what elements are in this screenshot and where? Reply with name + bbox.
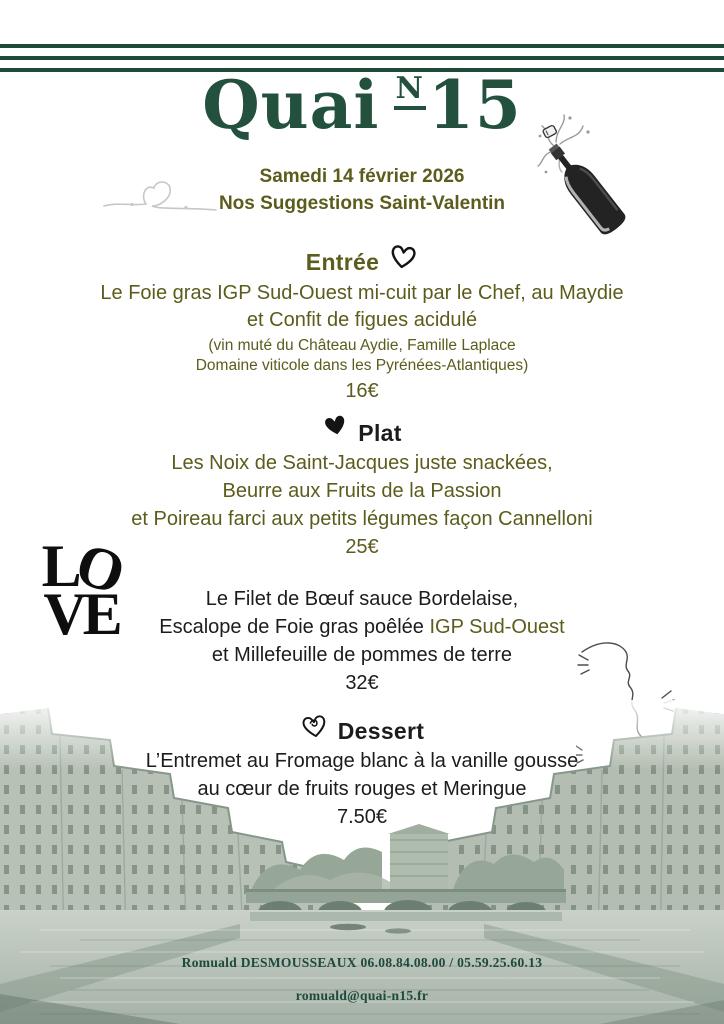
plat-alt-price: 32€ <box>345 672 379 694</box>
curl-heart-icon <box>298 711 330 742</box>
logo-numero-letter: N <box>394 74 426 110</box>
dessert-line: au cœur de fruits rouges et Meringue <box>197 778 527 800</box>
plat-line: Beurre aux Fruits de la Passion <box>222 480 502 502</box>
entree-heading-row <box>0 248 724 276</box>
top-rule-2 <box>0 56 724 60</box>
plat-price: 25€ <box>345 536 379 558</box>
cork <box>542 125 557 139</box>
plat-alt-line: et Millefeuille de pommes de terre <box>211 644 513 666</box>
dessert-heading-row <box>0 718 724 750</box>
event-date: Samedi 14 février 2026 <box>259 166 465 187</box>
plat-alt-line: Le Filet de Bœuf sauce Bordelaise, <box>205 588 519 610</box>
love-letter-l: L <box>41 533 78 599</box>
entree-note: Domaine viticole dans les Pyrénées-Atlantiques) <box>195 357 529 374</box>
dessert-line: L’Entremet au Fromage blanc à la vanille gousse <box>145 750 579 772</box>
footer-email: romuald@quai-n15.fr <box>295 988 429 1003</box>
entree-note: (vin muté du Château Aydie, Famille Laplace <box>208 337 516 354</box>
love-letters-ve: VE <box>43 581 119 647</box>
menu-subtitle: Nos Suggestions Saint-Valentin <box>218 193 506 214</box>
outline-heart-icon <box>386 241 420 273</box>
plat-alt-line2-prefix: Escalope de Foie gras poêlée <box>159 616 430 638</box>
entree-line: Le Foie gras IGP Sud-Ouest mi-cuit par le Chef, au Maydie <box>100 282 624 304</box>
plat-line: Les Noix de Saint-Jacques juste snackées, <box>171 452 553 474</box>
logo-word: Quai <box>202 66 380 144</box>
entree-price: 16€ <box>345 380 379 402</box>
dessert-heading: Dessert <box>337 718 425 744</box>
logo-number: 15 <box>427 66 522 144</box>
dessert-price: 7.50€ <box>336 806 388 828</box>
top-rule-1 <box>0 44 724 48</box>
plat-heading-row <box>0 420 724 451</box>
plat-heading: Plat <box>358 420 402 446</box>
plat-alt-line2-highlight: IGP Sud-Ouest <box>429 616 565 638</box>
entree-line: et Confit de figues acidulé <box>246 309 478 331</box>
entree-heading: Entrée <box>305 248 380 275</box>
love-letter-o: O <box>67 529 129 606</box>
footer-contact: Romuald DESMOUSSEAUX 06.08.84.08.00 / 05.59.25.60.13 <box>181 955 543 970</box>
filled-heart-icon <box>322 413 349 438</box>
plat-line: et Poireau farci aux petits légumes façon Cannelloni <box>131 508 593 530</box>
